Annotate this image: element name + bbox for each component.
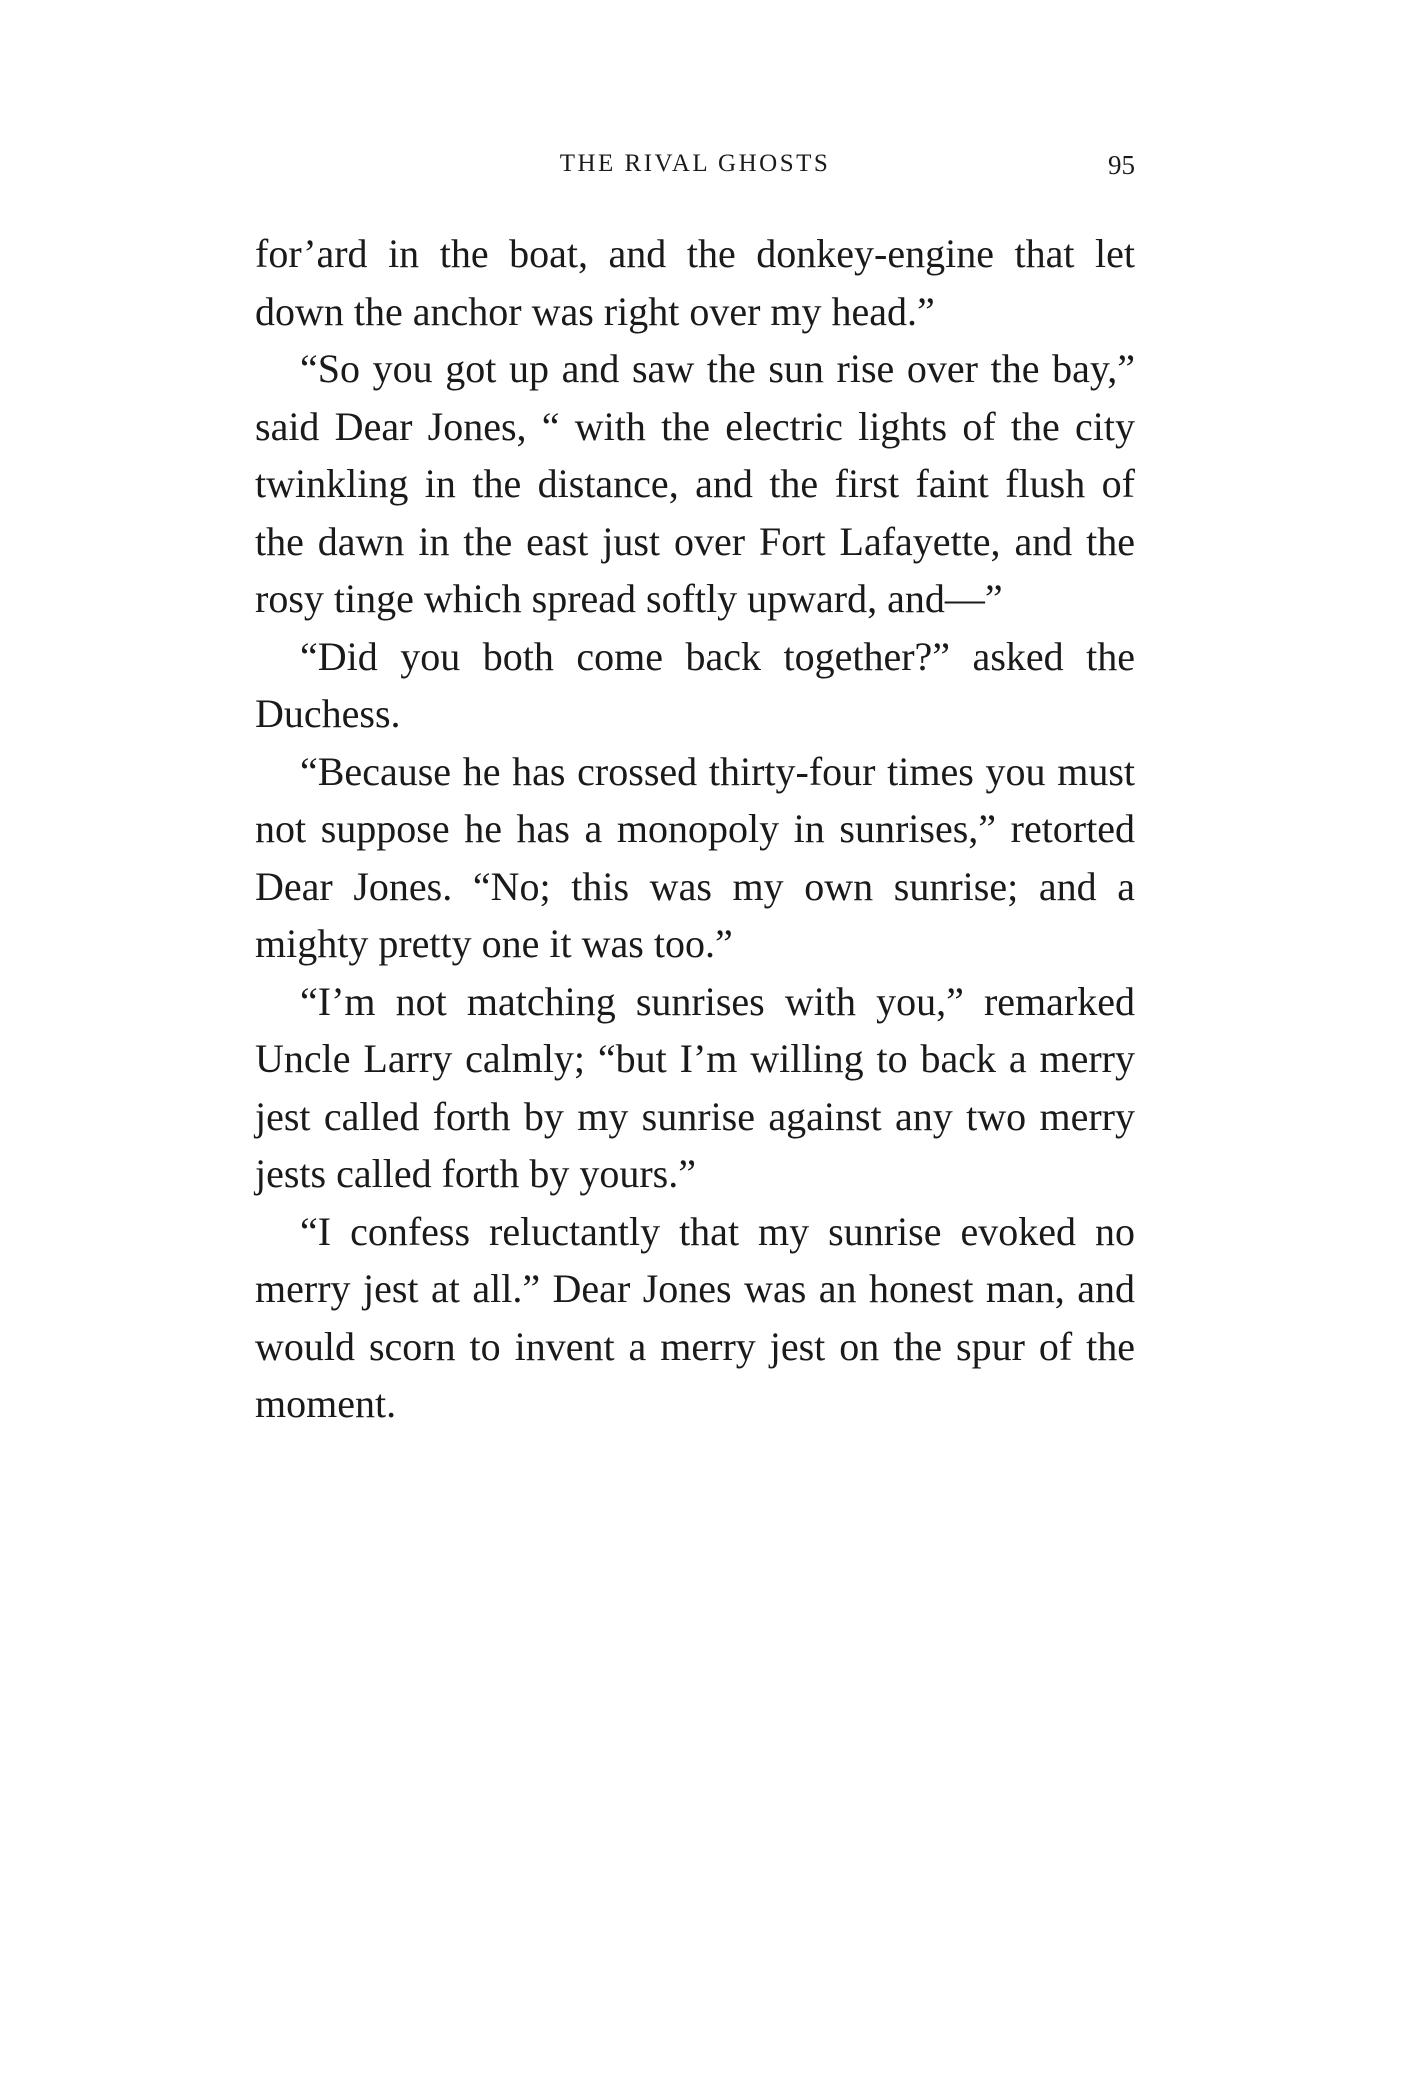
- paragraph-3: “Did you both come back together?” asked the Duchess.: [255, 633, 1135, 736]
- paragraph-5: “I’m not matching sunrises with you,” remarked Uncle Larry calmly; “but I’m willing to back a merry jest called forth by my sunrise against any two merry jests called forth by yours.”: [255, 978, 1135, 1196]
- paragraph-1: for’ard in the boat, and the donkey-engine that let down the anchor was right over my head.”: [255, 231, 1135, 334]
- paragraph-4: “Because he has crossed thirty-four times you must not suppose he has a monopoly in sunrises,” retorted Dear Jones. “No; this was my own sunrise; and a mighty pretty one it was too.”: [255, 748, 1135, 966]
- running-title: THE RIVAL GHOSTS: [559, 150, 831, 177]
- body-text: [255, 225, 1135, 1433]
- page-number: 95: [1108, 150, 1135, 180]
- running-head: [255, 150, 1135, 190]
- paragraph-6: “I confess reluctantly that my sunrise evoked no merry jest at all.” Dear Jones was an honest man, and would scorn to invent a merry jest on the spur of the moment.: [255, 1208, 1135, 1426]
- paragraph-2: “So you got up and saw the sun rise over the bay,” said Dear Jones, “ with the electric lights of the city twinkling in the distance, and the first faint flush of the dawn in the east just over Fort Lafayette, and the rosy tinge which spread softly upward, and—”: [255, 346, 1135, 621]
